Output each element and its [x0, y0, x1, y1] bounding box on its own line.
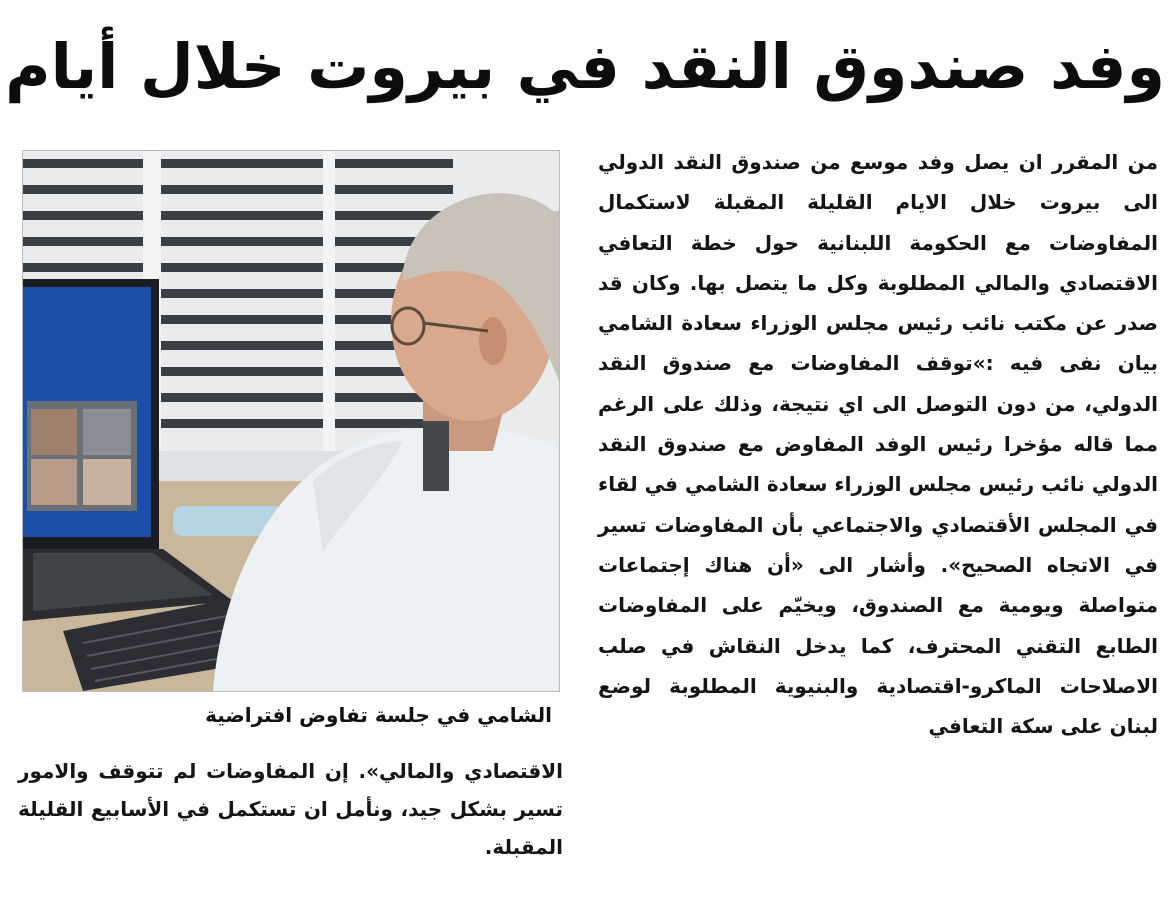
article-body-left-column — [18, 752, 563, 866]
photo-illustration-icon — [23, 151, 559, 691]
article-photo — [22, 150, 560, 692]
article-paragraph-continued: الاقتصادي والمالي». إن المفاوضات لم تتوقف والامور تسير بشكل جيد، ونأمل ان تستكمل في الأسابيع القليلة المقبلة. — [18, 759, 563, 859]
article-paragraph: من المقرر ان يصل وفد موسع من صندوق النقد الدولي الى بيروت خلال الايام القليلة المقبلة لاستكمال المفاوضات مع الحكومة اللبنانية حول خطة التعافي الاقتصادي والمالي المطلوبة وكل ما يتصل بها. وكان قد صدر عن مكتب نائب رئيس مجلس الوزراء سعادة الشامي بيان نفى فيه :»توقف المفاوضات مع صندوق النقد الدولي، من دون التوصل الى اي نتيجة، وذلك على الرغم مما قاله مؤخرا رئيس الوفد المفاوض مع صندوق النقد الدولي نائب رئيس مجلس الوزراء سعادة الشامي في لقاء في المجلس الأقتصادي والاجتماعي بأن المفاوضات تسير في الاتجاه الصحيح». وأشار الى «أن هناك إجتماعات متواصلة ويومية مع الصندوق، ويخيّم على المفاوضات الطابع التقني المحترف، كما يدخل النقاش في صلب الاصلاحات الماكرو-اقتصادية والبنيوية المطلوبة لوضع لبنان على سكة التعافي — [598, 150, 1158, 739]
headline: وفد صندوق النقد في بيروت خلال أيام — [5, 30, 1165, 103]
photo-caption: الشامي في جلسة تفاوض افتراضية — [205, 703, 552, 727]
article-body-right-column — [598, 142, 1158, 746]
